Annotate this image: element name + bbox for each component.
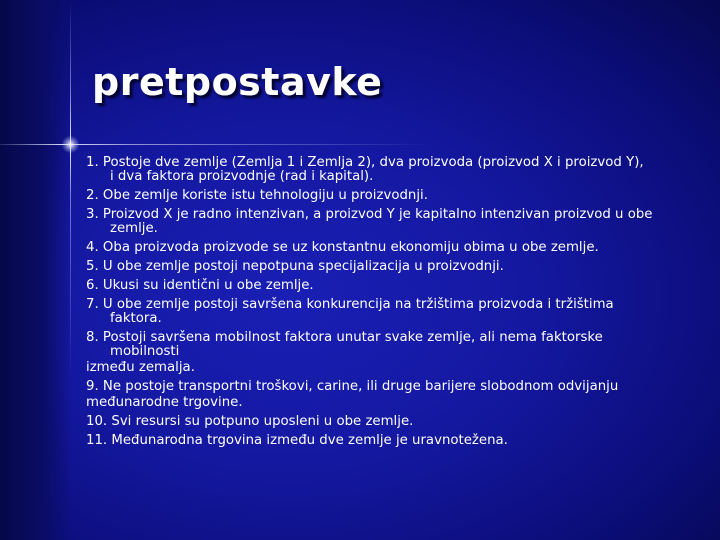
list-item-text: između zemalja. [86,360,195,375]
left-decorative-band [0,0,72,540]
list-item-text: 8. Postoji savršena mobilnost faktora unutar svake zemlje, ali nema faktorske [86,330,603,345]
starburst-vertical-line [70,0,71,540]
list-item-text: 9. Ne postoje transportni troškovi, carine, ili druge barijere slobodnom odvijanju [86,379,619,394]
list-item [86,260,706,274]
list-item-text: 2. Obe zemlje koriste istu tehnologiju u proizvodnji. [86,188,428,203]
list-item [86,241,706,255]
list-item [86,361,706,375]
list-item [86,434,706,448]
list-item-text: 4. Oba proizvoda proizvode se uz konstantnu ekonomiju obima u obe zemlje. [86,240,599,255]
list-item [86,189,706,203]
list-item-text: 3. Proizvod X je radno intenzivan, a proizvod Y je kapitalno intenzivan proizvod u obe [86,207,653,222]
slide-title: pretpostavke [92,60,383,104]
list-item-text: 10. Svi resursi su potpuno uposleni u obe zemlje. [86,414,414,429]
list-item-text: 5. U obe zemlje postoji nepotpuna specijalizacija u proizvodnji. [86,259,504,274]
list-item [86,156,706,184]
list-item-continuation: i dva faktora proizvodnje (rad i kapital). [110,169,374,184]
list-item [86,279,706,293]
list-item [86,208,706,236]
list-item-text: 11. Međunarodna trgovina između dve zemlje je uravnotežena. [86,433,508,448]
list-item-text: 1. Postoje dve zemlje (Zemlja 1 i Zemlja 2), dva proizvoda (proizvod X i proizvod Y), [86,155,644,170]
starburst-glow [62,136,79,153]
list-item-text: 7. U obe zemlje postoji savršena konkurencija na tržištima proizvoda i tržištima [86,297,614,312]
list-item-continuation: mobilnosti [110,344,180,359]
list-item-text: međunarodne trgovine. [86,395,243,410]
list-item [86,298,706,326]
list-item [86,396,706,410]
list-item-continuation: zemlje. [110,221,158,236]
assumption-list [86,156,706,453]
list-item-continuation: faktora. [110,311,162,326]
list-item [86,331,706,359]
list-item [86,380,706,394]
list-item [86,415,706,429]
list-item-text: 6. Ukusi su identični u obe zemlje. [86,278,314,293]
